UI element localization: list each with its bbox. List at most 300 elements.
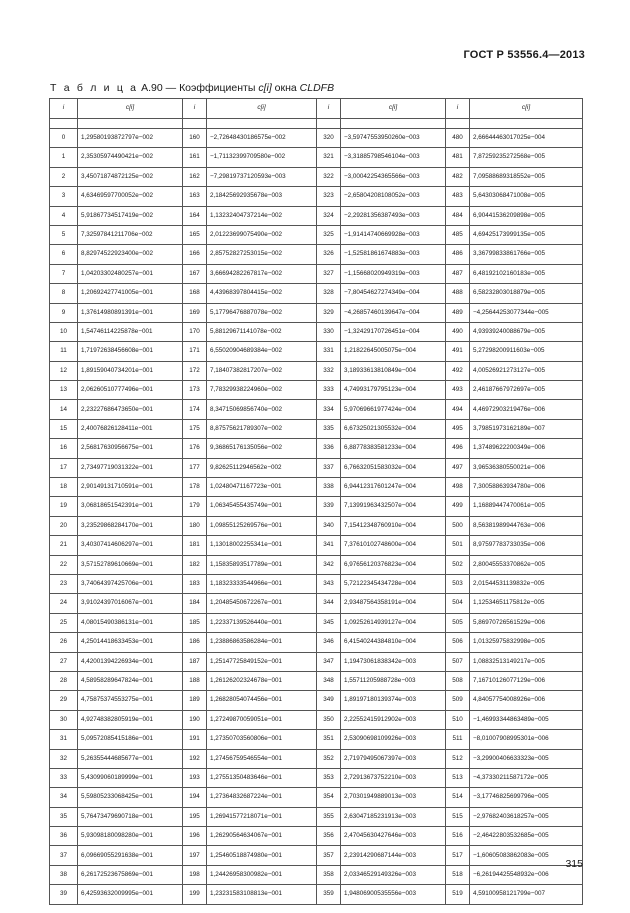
index-cell: 22 xyxy=(50,555,78,574)
coefficient-cell: 2,35305974490421e−002 xyxy=(78,148,183,167)
index-cell: 518 xyxy=(446,865,470,884)
coefficient-cell: 3,23529868284170e−001 xyxy=(78,516,183,535)
coefficient-cell: 8,82974522923400e−002 xyxy=(78,245,183,264)
coefficient-cell: 7,78329938224960e−002 xyxy=(207,381,317,400)
index-cell: 343 xyxy=(317,574,341,593)
index-cell: 188 xyxy=(183,671,207,690)
caption-window: CLDFB xyxy=(299,82,335,94)
coefficient-cell: 1,23231583108813e−001 xyxy=(207,885,317,904)
coefficient-cell: 2,73497719031322e−001 xyxy=(78,458,183,477)
index-cell: 161 xyxy=(183,148,207,167)
coefficient-cell: 8,87575621789307e−002 xyxy=(207,419,317,438)
table-row xyxy=(50,439,583,458)
coefficient-cell: −4,37330211587172e−005 xyxy=(470,768,583,787)
coefficient-cell: 1,19473061838342e−003 xyxy=(341,652,446,671)
coefficient-cell: 3,45071874872125e−002 xyxy=(78,167,183,186)
coefficient-cell: 1,23886863586284e−001 xyxy=(207,633,317,652)
coefficient-cell: 7,32597841211706e−002 xyxy=(78,225,183,244)
coefficient-cell: 1,08832513149217e−005 xyxy=(470,652,583,671)
index-cell: 162 xyxy=(183,167,207,186)
index-cell: 510 xyxy=(446,710,470,729)
table-row xyxy=(50,206,583,225)
index-cell: 500 xyxy=(446,516,470,535)
coefficient-cell: −1,32429170726451e−004 xyxy=(341,322,446,341)
coefficient-cell: 5,93098180098280e−001 xyxy=(78,827,183,846)
index-cell: 325 xyxy=(317,225,341,244)
index-cell: 28 xyxy=(50,671,78,690)
index-cell: 485 xyxy=(446,225,470,244)
index-cell: 323 xyxy=(317,187,341,206)
table-row xyxy=(50,846,583,865)
coefficient-cell: −1,52581861674883e−003 xyxy=(341,245,446,264)
coefficient-cell: 2,66644463017025e−004 xyxy=(470,129,583,148)
index-cell: 494 xyxy=(446,400,470,419)
header-spacer-row xyxy=(50,119,583,129)
index-cell: 341 xyxy=(317,536,341,555)
index-cell: 488 xyxy=(446,284,470,303)
index-cell: 37 xyxy=(50,846,78,865)
index-cell: 189 xyxy=(183,691,207,710)
coefficient-cell: 2,40076826128411e−001 xyxy=(78,419,183,438)
coefficient-cell: 1,54746114225878e−001 xyxy=(78,322,183,341)
coefficient-cell: 6,58232803018879e−005 xyxy=(470,284,583,303)
coefficient-cell: 5,86970726561529e−006 xyxy=(470,613,583,632)
table-row xyxy=(50,284,583,303)
index-cell: 199 xyxy=(183,885,207,904)
coefficient-cell: 8,34715069856740e−002 xyxy=(207,400,317,419)
coefficient-cell: 1,71972638456608e−001 xyxy=(78,342,183,361)
table-row xyxy=(50,594,583,613)
coefficient-cell: 6,67325021305532e−004 xyxy=(341,419,446,438)
index-cell: 12 xyxy=(50,361,78,380)
coefficient-cell: 6,90441536209898e−005 xyxy=(470,206,583,225)
index-cell: 340 xyxy=(317,516,341,535)
spacer-cell xyxy=(207,119,317,129)
index-cell: 326 xyxy=(317,245,341,264)
index-cell: 174 xyxy=(183,400,207,419)
table-row xyxy=(50,148,583,167)
coefficient-cell: 1,26941577218071e−001 xyxy=(207,807,317,826)
index-cell: 196 xyxy=(183,827,207,846)
index-cell: 33 xyxy=(50,768,78,787)
index-cell: 495 xyxy=(446,419,470,438)
index-cell: 25 xyxy=(50,613,78,632)
coefficient-cell: 3,96536380550021e−006 xyxy=(470,458,583,477)
coefficient-cell: 1,20485450672267e−001 xyxy=(207,594,317,613)
index-cell: 358 xyxy=(317,865,341,884)
coefficient-cell: −3,59747553950260e−003 xyxy=(341,129,446,148)
column-header-index: i xyxy=(183,99,207,119)
index-cell: 513 xyxy=(446,768,470,787)
table-row xyxy=(50,730,583,749)
index-cell: 331 xyxy=(317,342,341,361)
index-cell: 493 xyxy=(446,381,470,400)
index-cell: 511 xyxy=(446,730,470,749)
caption-middle: окна xyxy=(271,82,300,94)
index-cell: 486 xyxy=(446,245,470,264)
index-cell: 345 xyxy=(317,613,341,632)
coefficient-cell: 5,72122345434728e−004 xyxy=(341,574,446,593)
index-cell: 492 xyxy=(446,361,470,380)
coefficient-cell: −1,15668020949319e−003 xyxy=(341,264,446,283)
coefficient-cell: 6,09669055291638e−001 xyxy=(78,846,183,865)
coefficient-cell: −6,26194425548932e−006 xyxy=(470,865,583,884)
coefficient-cell: −1,91414740669928e−003 xyxy=(341,225,446,244)
coefficient-cell: −7,29819737120593e−003 xyxy=(207,167,317,186)
coefficient-cell: 4,92748382805919e−001 xyxy=(78,710,183,729)
coefficient-cell: −2,97682403618257e−005 xyxy=(470,807,583,826)
table-row xyxy=(50,225,583,244)
index-cell: 483 xyxy=(446,187,470,206)
index-cell: 484 xyxy=(446,206,470,225)
index-cell: 503 xyxy=(446,574,470,593)
table-row xyxy=(50,129,583,148)
index-cell: 347 xyxy=(317,652,341,671)
index-cell: 165 xyxy=(183,225,207,244)
index-cell: 171 xyxy=(183,342,207,361)
spacer-cell xyxy=(470,119,583,129)
coefficient-cell: 5,64303068471008e−005 xyxy=(470,187,583,206)
coefficient-cell: −2,72648430186575e−002 xyxy=(207,129,317,148)
coefficient-cell: 4,42001394226934e−001 xyxy=(78,652,183,671)
index-cell: 334 xyxy=(317,400,341,419)
coefficient-cell: 7,13991963432507e−004 xyxy=(341,497,446,516)
coefficient-cell: 4,63469597700052e−002 xyxy=(78,187,183,206)
index-cell: 348 xyxy=(317,671,341,690)
coefficient-cell: 2,06260510777496e−001 xyxy=(78,381,183,400)
index-cell: 505 xyxy=(446,613,470,632)
index-cell: 177 xyxy=(183,458,207,477)
index-cell: 192 xyxy=(183,749,207,768)
coefficient-cell: 4,93939240088679e−005 xyxy=(470,322,583,341)
index-cell: 5 xyxy=(50,225,78,244)
index-cell: 6 xyxy=(50,245,78,264)
index-cell: 515 xyxy=(446,807,470,826)
coefficient-cell: 7,30058863934780e−006 xyxy=(470,478,583,497)
coefficient-cell: 1,24426958300982e−001 xyxy=(207,865,317,884)
index-cell: 38 xyxy=(50,865,78,884)
index-cell: 504 xyxy=(446,594,470,613)
coefficient-cell: 3,91024397016067e−001 xyxy=(78,594,183,613)
table-row xyxy=(50,555,583,574)
table-row xyxy=(50,264,583,283)
table-row xyxy=(50,361,583,380)
index-cell: 327 xyxy=(317,264,341,283)
table-row xyxy=(50,458,583,477)
coefficient-cell: 1,02480471167723e−001 xyxy=(207,478,317,497)
index-cell: 173 xyxy=(183,381,207,400)
index-cell: 18 xyxy=(50,478,78,497)
coefficient-cell: 5,27298200911603e−005 xyxy=(470,342,583,361)
coefficient-cell: 4,25014418633453e−001 xyxy=(78,633,183,652)
coefficient-cell: 1,12534651175812e−005 xyxy=(470,594,583,613)
index-cell: 26 xyxy=(50,633,78,652)
coefficient-cell: 1,01325975832998e−005 xyxy=(470,633,583,652)
table-row xyxy=(50,807,583,826)
index-cell: 508 xyxy=(446,671,470,690)
table-row xyxy=(50,885,583,904)
column-header-index: i xyxy=(317,99,341,119)
coefficient-cell: 5,76473479690718e−001 xyxy=(78,807,183,826)
index-cell: 517 xyxy=(446,846,470,865)
coefficient-cell: 6,26172523675869e−001 xyxy=(78,865,183,884)
table-row xyxy=(50,827,583,846)
table-row xyxy=(50,187,583,206)
coefficient-cell: 7,15412348760910e−004 xyxy=(341,516,446,535)
table-row xyxy=(50,691,583,710)
coefficient-cell: 2,71979495067397e−003 xyxy=(341,749,446,768)
index-cell: 30 xyxy=(50,710,78,729)
coefficient-cell: 1,20692427741005e−001 xyxy=(78,284,183,303)
coefficient-cell: 1,55711205988728e−003 xyxy=(341,671,446,690)
index-cell: 355 xyxy=(317,807,341,826)
index-cell: 10 xyxy=(50,322,78,341)
coefficient-cell: 3,36799833861766e−005 xyxy=(470,245,583,264)
coefficient-cell: −2,46422803532685e−005 xyxy=(470,827,583,846)
coefficient-cell: 2,56817630956675e−001 xyxy=(78,439,183,458)
index-cell: 182 xyxy=(183,555,207,574)
table-row xyxy=(50,245,583,264)
coefficient-cell: 2,72913673752210e−003 xyxy=(341,768,446,787)
coefficient-cell: 5,09572085415186e−001 xyxy=(78,730,183,749)
coefficient-cell: 1,29580193872797e−002 xyxy=(78,129,183,148)
table-row xyxy=(50,865,583,884)
table-row xyxy=(50,167,583,186)
coefficient-cell: 1,37489622200349e−006 xyxy=(470,439,583,458)
coefficient-cell: 5,97069661977424e−004 xyxy=(341,400,446,419)
coefficient-cell: 6,88778383581233e−004 xyxy=(341,439,446,458)
index-cell: 169 xyxy=(183,303,207,322)
coefficient-cell: 3,06818651542391e−001 xyxy=(78,497,183,516)
index-cell: 3 xyxy=(50,187,78,206)
index-cell: 480 xyxy=(446,129,470,148)
index-cell: 321 xyxy=(317,148,341,167)
coefficient-cell: −1,60605083862083e−005 xyxy=(470,846,583,865)
coefficient-cell: 2,90149131710591e−001 xyxy=(78,478,183,497)
index-cell: 29 xyxy=(50,691,78,710)
index-cell: 193 xyxy=(183,768,207,787)
index-cell: 36 xyxy=(50,827,78,846)
index-cell: 498 xyxy=(446,478,470,497)
coefficient-cell: 1,22337139526440e−001 xyxy=(207,613,317,632)
index-cell: 332 xyxy=(317,361,341,380)
coefficient-cell: 2,01544531139832e−005 xyxy=(470,574,583,593)
coefficient-cell: 1,27350703560806e−001 xyxy=(207,730,317,749)
index-cell: 191 xyxy=(183,730,207,749)
index-cell: 160 xyxy=(183,129,207,148)
index-cell: 14 xyxy=(50,400,78,419)
index-cell: 346 xyxy=(317,633,341,652)
coefficient-cell: −1,46993344863489e−005 xyxy=(470,710,583,729)
table-row xyxy=(50,536,583,555)
coefficient-cell: −4,25644253077344e−005 xyxy=(470,303,583,322)
index-cell: 186 xyxy=(183,633,207,652)
coefficient-cell: 3,57152789610669e−001 xyxy=(78,555,183,574)
column-header-coefficient: c[i] xyxy=(78,99,183,119)
index-cell: 9 xyxy=(50,303,78,322)
table-row xyxy=(50,633,583,652)
table-row xyxy=(50,788,583,807)
index-cell: 180 xyxy=(183,516,207,535)
coefficient-cell: 2,18425692935678e−003 xyxy=(207,187,317,206)
index-cell: 335 xyxy=(317,419,341,438)
coefficient-cell: 1,04203302480257e−001 xyxy=(78,264,183,283)
coefficient-cell: 1,89159040734201e−001 xyxy=(78,361,183,380)
index-cell: 197 xyxy=(183,846,207,865)
index-cell: 4 xyxy=(50,206,78,225)
column-header-index: i xyxy=(446,99,470,119)
spacer-cell xyxy=(78,119,183,129)
coefficient-cell: 4,84057754008926e−006 xyxy=(470,691,583,710)
coefficient-cell: 3,74064397425706e−001 xyxy=(78,574,183,593)
column-header-coefficient: c[i] xyxy=(207,99,317,119)
coefficient-cell: 6,48192102160183e−005 xyxy=(470,264,583,283)
coefficient-cell: 6,42593632009995e−001 xyxy=(78,885,183,904)
table-row xyxy=(50,768,583,787)
index-cell: 170 xyxy=(183,322,207,341)
coefficient-cell: 2,23227686473650e−001 xyxy=(78,400,183,419)
index-cell: 39 xyxy=(50,885,78,904)
index-cell: 21 xyxy=(50,536,78,555)
index-cell: 179 xyxy=(183,497,207,516)
table-caption xyxy=(50,82,334,94)
index-cell: 185 xyxy=(183,613,207,632)
caption-rest: А.90 — Коэффициенты xyxy=(138,82,259,94)
index-cell: 357 xyxy=(317,846,341,865)
coefficient-cell: 7,09588689318552e−005 xyxy=(470,167,583,186)
coefficient-cell: 4,75875374553275e−001 xyxy=(78,691,183,710)
index-cell: 168 xyxy=(183,284,207,303)
coefficient-cell: 8,56381989944763e−006 xyxy=(470,516,583,535)
coefficient-cell: −7,80454627274349e−004 xyxy=(341,284,446,303)
index-cell: 512 xyxy=(446,749,470,768)
index-cell: 356 xyxy=(317,827,341,846)
index-cell: 489 xyxy=(446,303,470,322)
coefficient-cell: 1,25147725849152e−001 xyxy=(207,652,317,671)
index-cell: 351 xyxy=(317,730,341,749)
table-row xyxy=(50,342,583,361)
coefficient-cell: 6,41540244384810e−004 xyxy=(341,633,446,652)
table-row xyxy=(50,497,583,516)
index-cell: 506 xyxy=(446,633,470,652)
index-cell: 507 xyxy=(446,652,470,671)
index-cell: 183 xyxy=(183,574,207,593)
index-cell: 337 xyxy=(317,458,341,477)
spacer-cell xyxy=(183,119,207,129)
table-row xyxy=(50,516,583,535)
index-cell: 350 xyxy=(317,710,341,729)
index-cell: 333 xyxy=(317,381,341,400)
index-cell: 342 xyxy=(317,555,341,574)
index-cell: 172 xyxy=(183,361,207,380)
index-cell: 34 xyxy=(50,788,78,807)
coefficient-cell: 2,63047185231913e−003 xyxy=(341,807,446,826)
coefficient-cell: 4,59100958121799e−007 xyxy=(470,885,583,904)
index-cell: 324 xyxy=(317,206,341,225)
standard-designation: ГОСТ Р 53556.4—2013 xyxy=(463,49,585,61)
coefficient-cell: 2,03346529149326e−003 xyxy=(341,865,446,884)
coefficient-cell: −8,01007908995301e−006 xyxy=(470,730,583,749)
coefficient-cell: 3,79851973162189e−007 xyxy=(470,419,583,438)
index-cell: 491 xyxy=(446,342,470,361)
coefficient-cell: 4,08015490386131e−001 xyxy=(78,613,183,632)
coefficient-cell: 4,46972903219476e−006 xyxy=(470,400,583,419)
coefficient-cell: 4,74993179795123e−004 xyxy=(341,381,446,400)
coefficient-cell: −2,29281356387493e−003 xyxy=(341,206,446,225)
index-cell: 19 xyxy=(50,497,78,516)
index-cell: 27 xyxy=(50,652,78,671)
coefficient-cell: 1,16889447470061e−005 xyxy=(470,497,583,516)
coefficient-cell: 8,97597783733035e−006 xyxy=(470,536,583,555)
table-row xyxy=(50,381,583,400)
coefficient-cell: −4,26857460139647e−004 xyxy=(341,303,446,322)
coefficient-cell: 5,26355444685677e−001 xyxy=(78,749,183,768)
coefficient-cell: 2,85752827253015e−002 xyxy=(207,245,317,264)
coefficient-cell: −3,00042254365566e−003 xyxy=(341,167,446,186)
index-cell: 496 xyxy=(446,439,470,458)
index-cell: 167 xyxy=(183,264,207,283)
coefficient-cell: 1,27551350483646e−001 xyxy=(207,768,317,787)
index-cell: 194 xyxy=(183,788,207,807)
table-row xyxy=(50,419,583,438)
index-cell: 344 xyxy=(317,594,341,613)
coefficient-cell: 4,69425173999135e−005 xyxy=(470,225,583,244)
table-row xyxy=(50,574,583,593)
index-cell: 490 xyxy=(446,322,470,341)
index-cell: 353 xyxy=(317,768,341,787)
spacer-cell xyxy=(341,119,446,129)
index-cell: 502 xyxy=(446,555,470,574)
coefficient-cell: 5,88129671141078e−002 xyxy=(207,322,317,341)
coefficients-table xyxy=(49,98,583,905)
coefficient-cell: 2,70301949889013e−003 xyxy=(341,788,446,807)
index-cell: 320 xyxy=(317,129,341,148)
index-cell: 0 xyxy=(50,129,78,148)
coefficient-cell: 2,47045630427646e−003 xyxy=(341,827,446,846)
index-cell: 11 xyxy=(50,342,78,361)
coefficient-cell: 6,94412317601247e−004 xyxy=(341,478,446,497)
coefficient-cell: 6,55020904689384e−002 xyxy=(207,342,317,361)
coefficient-cell: 3,66694282267817e−002 xyxy=(207,264,317,283)
coefficient-cell: 1,21822645005075e−004 xyxy=(341,342,446,361)
index-cell: 198 xyxy=(183,865,207,884)
table-body xyxy=(50,119,583,905)
coefficient-cell: −1,71132399709580e−002 xyxy=(207,148,317,167)
coefficient-cell: 5,17796476887078e−002 xyxy=(207,303,317,322)
index-cell: 329 xyxy=(317,303,341,322)
index-cell: 501 xyxy=(446,536,470,555)
index-cell: 190 xyxy=(183,710,207,729)
coefficient-cell: 7,18407382817207e−002 xyxy=(207,361,317,380)
index-cell: 32 xyxy=(50,749,78,768)
coefficient-cell: 1,06345455435749e−001 xyxy=(207,497,317,516)
index-cell: 187 xyxy=(183,652,207,671)
index-cell: 487 xyxy=(446,264,470,283)
coefficient-cell: 3,40307414606297e−001 xyxy=(78,536,183,555)
coefficient-cell: 1,26828054074456e−001 xyxy=(207,691,317,710)
index-cell: 336 xyxy=(317,439,341,458)
column-header-coefficient: c[i] xyxy=(470,99,583,119)
coefficient-cell: −3,17746825699796e−005 xyxy=(470,788,583,807)
coefficient-cell: 7,16710126077129e−006 xyxy=(470,671,583,690)
coefficient-cell: 1,09855125269576e−001 xyxy=(207,516,317,535)
index-cell: 178 xyxy=(183,478,207,497)
index-cell: 339 xyxy=(317,497,341,516)
coefficient-cell: 1,27456759546554e−001 xyxy=(207,749,317,768)
index-cell: 330 xyxy=(317,322,341,341)
index-cell: 354 xyxy=(317,788,341,807)
coefficient-cell: 5,91867734517419e−002 xyxy=(78,206,183,225)
